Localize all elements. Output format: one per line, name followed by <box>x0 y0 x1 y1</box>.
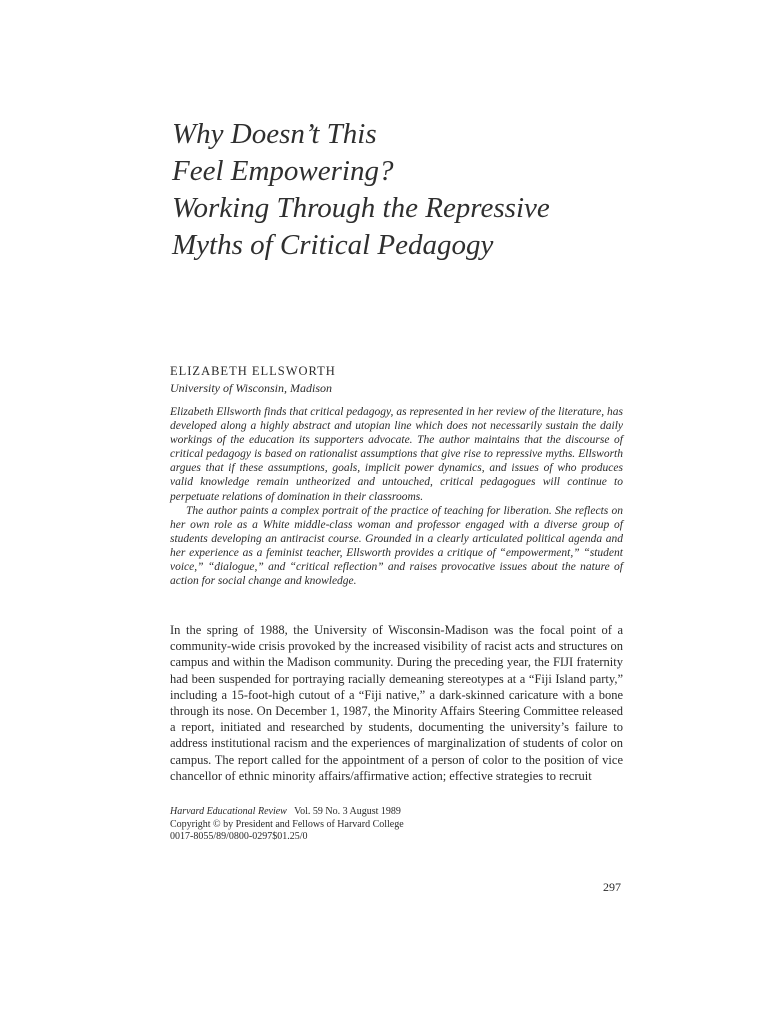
article-title <box>172 116 692 264</box>
body-text <box>170 622 623 784</box>
abstract <box>170 405 623 588</box>
abstract-paragraph-2: The author paints a complex portrait of the practice of teaching for liberation. She reflects on her own role as a White middle-class woman and professor engaged with a diverse group of students developing an antiracist course. Grounded in a clearly articulated political agenda and her experience as a feminist teacher, Ellsworth provides a critique of “empowerment,” “student voice,” “dialogue,” and “critical reflection” and raises provocative issues about the nature of action for social change and knowledge. <box>170 504 623 588</box>
author-affiliation: University of Wisconsin, Madison <box>170 381 332 395</box>
abstract-paragraph-1: Elizabeth Ellsworth finds that critical pedagogy, as represented in her review of the literature, has developed along a highly abstract and utopian line which does not necessarily sustain the daily workings of the education its supporters advocate. The author maintains that the discourse of critical pedagogy is based on rationalist assumptions that give rise to repressive myths. Ellsworth argues that if these assumptions, goals, implicit power dynamics, and issues of who produces valid knowledge remain untheorized and untouched, critical pedagogues will continue to perpetuate relations of domination in their classrooms. <box>170 406 623 503</box>
journal-code: 0017-8055/89/0800-0297$01.25/0 <box>170 831 308 842</box>
journal-name: Harvard Educational Review <box>170 806 287 817</box>
journal-issue: Vol. 59 No. 3 August 1989 <box>294 806 401 817</box>
page-number: 297 <box>603 880 621 894</box>
author-name: ELIZABETH ELLSWORTH <box>170 364 336 378</box>
title-line-3: Working Through the Repressive <box>172 192 550 224</box>
copyright-line: Copyright © by President and Fellows of Harvard College <box>170 818 404 830</box>
title-line-2: Feel Empowering? <box>172 155 394 187</box>
title-line-1: Why Doesn’t This <box>172 118 377 150</box>
title-line-4: Myths of Critical Pedagogy <box>172 229 494 261</box>
body-paragraph: In the spring of 1988, the University of Wisconsin-Madison was the focal point of a community-wide crisis provoked by the increased visibility of racist acts and structures on campus and within the Madison community. During the preceding year, the FIJI fraternity had been suspended for portraying racially demeaning stereotypes at a “Fiji Island party,” including a 15-foot-high cutout of a “Fiji native,” a dark-skinned caricature with a bone through its nose. On December 1, 1987, the Minority Affairs Steering Committee released a report, initiated and researched by students, documenting the university’s failure to address institutional racism and the experiences of marginalization of students of color on campus. The report called for the appointment of a person of color to the position of vice chancellor of ethnic minority affairs/affirmative action; effective strategies to recruit <box>170 623 623 783</box>
journal-line <box>170 806 404 819</box>
citation-footer <box>170 806 404 844</box>
